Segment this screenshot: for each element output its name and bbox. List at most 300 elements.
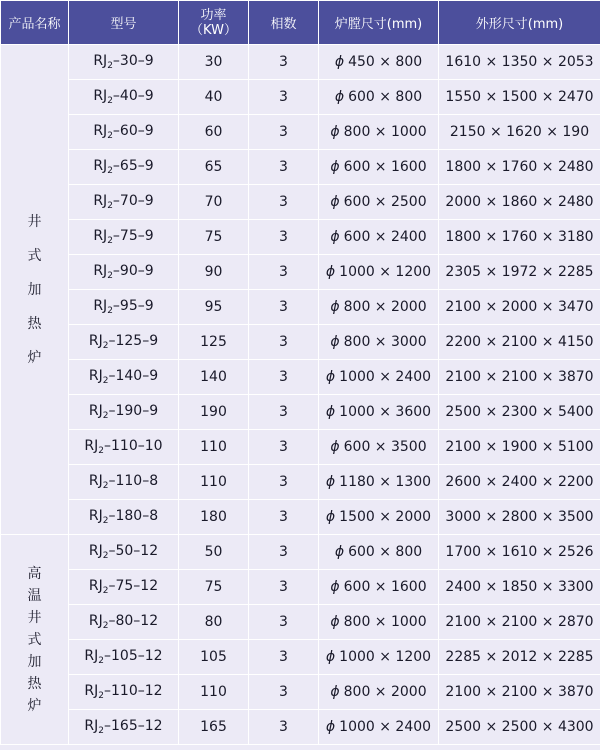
chamber-value: 1000 × 1200 [339,649,432,665]
chamber-value: 800 × 2000 [343,684,427,700]
phase-cell [249,255,319,290]
model-prefix: RJ [88,613,103,629]
power-cell [179,290,249,325]
chamber-value: 1500 × 2000 [339,509,432,525]
table-row [1,465,600,500]
phase-cell [249,430,319,465]
model-cell [69,290,179,325]
phase-value: 3 [279,334,288,350]
diameter-symbol: ϕ [334,54,345,70]
phase-cell [249,605,319,640]
model-subscript: 2 [102,341,109,351]
product-name-char: 井 [27,609,42,626]
diameter-symbol: ϕ [325,719,336,735]
model-prefix: RJ [88,403,103,419]
phase-value: 3 [279,509,288,525]
model-suffix: –110–10 [104,438,163,454]
table-row [1,430,600,465]
chamber-value: 1000 × 3600 [339,404,432,420]
model-subscript: 2 [98,726,105,736]
chamber-value: 800 × 2000 [343,299,427,315]
diameter-symbol: ϕ [325,404,336,420]
model-cell [69,115,179,150]
power-value: 80 [204,614,223,630]
phase-value: 3 [279,474,288,490]
power-cell [179,395,249,430]
outer-value: 2285 × 2012 × 2285 [445,649,594,665]
outer-value: 1800 × 1760 × 2480 [445,159,594,175]
table-row [1,290,600,325]
product-name-char: 热 [27,315,42,332]
outer-value: 2305 × 1972 × 2285 [445,264,594,280]
model-subscript: 2 [107,201,113,211]
power-value: 165 [200,719,227,735]
power-cell [179,255,249,290]
model-subscript: 2 [102,586,109,596]
table-row [1,80,600,115]
outer-value: 2100 × 2100 × 3870 [445,684,594,700]
diameter-symbol: ϕ [325,264,336,280]
phase-value: 3 [279,579,288,595]
phase-value: 3 [279,229,288,245]
power-value: 180 [200,509,227,525]
chamber-value: 1000 × 1200 [339,264,432,280]
chamber-cell [319,185,439,220]
model-subscript: 2 [107,96,113,106]
table-row [1,360,600,395]
table-row [1,255,600,290]
outer-cell [439,675,600,710]
model-subscript: 2 [102,376,109,386]
product-name-char: 炉 [27,697,42,714]
model-prefix: RJ [93,263,108,279]
outer-cell [439,150,600,185]
chamber-cell [319,465,439,500]
chamber-value: 1000 × 2400 [339,369,432,385]
chamber-value: 600 × 800 [348,89,423,105]
model-cell [69,500,179,535]
outer-value: 2500 × 2500 × 4300 [445,719,594,735]
outer-cell [439,255,600,290]
outer-value: 2100 × 2100 × 2870 [445,614,594,630]
model-cell [69,465,179,500]
power-value: 75 [204,579,223,595]
outer-value: 2400 × 1850 × 3300 [445,579,594,595]
outer-value: 2100 × 2100 × 3870 [445,369,594,385]
outer-value: 2150 × 1620 × 190 [449,124,590,140]
table-row [1,710,600,745]
phase-cell [249,640,319,675]
power-value: 190 [200,404,227,420]
power-value: 110 [200,439,227,455]
model-cell [69,605,179,640]
phase-value: 3 [279,194,288,210]
chamber-value: 600 × 1600 [343,159,427,175]
outer-value: 2500 × 2300 × 5400 [445,404,594,420]
chamber-value: 1000 × 2400 [339,719,432,735]
table-row [1,640,600,675]
product-name-char: 加 [27,281,42,298]
outer-cell [439,220,600,255]
outer-cell [439,325,600,360]
model-cell [69,430,179,465]
power-cell [179,500,249,535]
outer-cell [439,45,600,80]
power-cell [179,570,249,605]
table-row [1,605,600,640]
diameter-symbol: ϕ [330,439,340,455]
model-suffix: –110–12 [104,683,163,699]
model-prefix: RJ [93,53,108,69]
outer-cell [439,500,600,535]
model-suffix: –80–12 [108,613,159,629]
model-cell [69,150,179,185]
model-suffix: –165–12 [104,718,163,734]
model-prefix: RJ [93,193,108,209]
outer-value: 2200 × 2100 × 4150 [445,334,594,350]
diameter-symbol: ϕ [334,544,345,560]
diameter-symbol: ϕ [330,159,340,175]
model-suffix: –110–8 [108,473,159,489]
model-cell [69,360,179,395]
model-suffix: –40–9 [112,88,154,104]
product-name-char: 温 [27,587,42,604]
phase-value: 3 [279,684,288,700]
model-prefix: RJ [84,683,99,699]
chamber-cell [319,115,439,150]
power-value: 75 [204,229,223,245]
phase-cell [249,675,319,710]
product-name-char: 炉 [27,349,42,366]
diameter-symbol: ϕ [325,649,336,665]
power-cell [179,45,249,80]
diameter-symbol: ϕ [330,614,340,630]
outer-cell [439,290,600,325]
model-prefix: RJ [84,648,99,664]
model-cell [69,570,179,605]
chamber-value: 800 × 1000 [343,614,427,630]
header-row [1,1,600,45]
phase-value: 3 [279,54,288,70]
model-cell [69,325,179,360]
outer-cell [439,80,600,115]
header-chamber-size [319,1,439,45]
model-subscript: 2 [107,236,113,246]
outer-cell [439,605,600,640]
power-cell [179,535,249,570]
chamber-value: 800 × 1000 [343,124,427,140]
table-row [1,185,600,220]
outer-cell [439,430,600,465]
table-row [1,325,600,360]
model-suffix: –105–12 [104,648,163,664]
diameter-symbol: ϕ [330,579,340,595]
chamber-value: 800 × 3000 [343,334,427,350]
chamber-cell [319,45,439,80]
model-subscript: 2 [98,656,105,666]
product-name-char: 热 [27,675,42,692]
model-suffix: –140–9 [108,368,159,384]
power-value: 70 [204,194,223,210]
header-power-line2: （KW） [190,22,237,38]
power-value: 110 [200,474,227,490]
phase-value: 3 [279,439,288,455]
power-cell [179,710,249,745]
model-prefix: RJ [84,718,99,734]
outer-cell [439,395,600,430]
model-prefix: RJ [93,158,108,174]
phase-value: 3 [279,404,288,420]
chamber-value: 600 × 2500 [343,194,427,210]
chamber-value: 600 × 800 [348,544,423,560]
outer-cell [439,185,600,220]
outer-value: 1800 × 1760 × 3180 [445,229,594,245]
phase-cell [249,570,319,605]
chamber-cell [319,80,439,115]
header-power [179,1,249,45]
product-name-char: 式 [27,631,42,648]
header-outer-size [439,1,600,45]
model-suffix: –30–9 [112,53,154,69]
diameter-symbol: ϕ [330,124,340,140]
power-cell [179,325,249,360]
phase-value: 3 [279,614,288,630]
phase-cell [249,500,319,535]
chamber-cell [319,220,439,255]
phase-value: 3 [279,264,288,280]
power-value: 105 [200,649,227,665]
chamber-cell [319,290,439,325]
model-suffix: –190–9 [108,403,159,419]
outer-cell [439,710,600,745]
power-value: 90 [204,264,223,280]
model-cell [69,185,179,220]
power-value: 140 [200,369,227,385]
chamber-cell [319,360,439,395]
model-cell [69,220,179,255]
model-suffix: –75–9 [112,228,154,244]
model-suffix: –95–9 [112,298,154,314]
phase-cell [249,395,319,430]
outer-cell [439,465,600,500]
model-prefix: RJ [88,333,103,349]
product-name-char: 式 [27,247,42,264]
model-subscript: 2 [107,61,113,71]
phase-value: 3 [279,649,288,665]
power-cell [179,220,249,255]
outer-cell [439,640,600,675]
model-subscript: 2 [102,516,109,526]
model-prefix: RJ [88,368,103,384]
table-body [1,45,600,745]
power-cell [179,115,249,150]
product-name-char: 加 [27,653,42,670]
outer-value: 3000 × 2800 × 3500 [445,509,594,525]
table-row [1,115,600,150]
model-subscript: 2 [102,621,109,631]
model-suffix: –50–12 [108,543,159,559]
diameter-symbol: ϕ [330,194,340,210]
header-phase [249,1,319,45]
phase-cell [249,185,319,220]
phase-value: 3 [279,369,288,385]
diameter-symbol: ϕ [325,369,336,385]
outer-cell [439,570,600,605]
model-prefix: RJ [93,228,108,244]
model-prefix: RJ [88,578,103,594]
outer-value: 2000 × 1860 × 2480 [445,194,594,210]
power-cell [179,640,249,675]
outer-value: 2600 × 2400 × 2200 [445,474,594,490]
power-value: 110 [200,684,227,700]
power-value: 30 [204,54,223,70]
model-suffix: –70–9 [112,193,154,209]
diameter-symbol: ϕ [334,89,345,105]
chamber-cell [319,710,439,745]
model-prefix: RJ [88,543,103,559]
diameter-symbol: ϕ [325,509,336,525]
outer-value: 2100 × 1900 × 5100 [445,439,594,455]
diameter-symbol: ϕ [330,684,340,700]
power-cell [179,185,249,220]
header-power-line1: 功率 [200,7,227,23]
model-subscript: 2 [107,306,113,316]
model-cell [69,395,179,430]
outer-value: 1700 × 1610 × 2526 [445,544,594,560]
chamber-value: 1180 × 1300 [339,474,432,490]
power-cell [179,80,249,115]
phase-value: 3 [279,159,288,175]
product-name-cell [1,535,69,745]
outer-value: 1610 × 1350 × 2053 [445,54,594,70]
model-suffix: –60–9 [112,123,154,139]
phase-cell [249,220,319,255]
power-value: 50 [204,544,223,560]
model-prefix: RJ [88,508,103,524]
power-cell [179,675,249,710]
table-row [1,395,600,430]
phase-value: 3 [279,124,288,140]
power-value: 125 [200,334,227,350]
header-model-text: 型号 [110,17,137,32]
model-prefix: RJ [93,298,108,314]
model-cell [69,45,179,80]
model-subscript: 2 [107,131,113,141]
phase-cell [249,360,319,395]
model-prefix: RJ [84,438,99,454]
header-product-name [1,1,69,45]
power-value: 40 [204,89,223,105]
table-row [1,570,600,605]
phase-value: 3 [279,299,288,315]
power-value: 65 [204,159,223,175]
power-cell [179,150,249,185]
product-name-char: 井 [27,213,42,230]
chamber-value: 600 × 2400 [343,229,427,245]
model-suffix: –65–9 [112,158,154,174]
table-row [1,500,600,535]
outer-cell [439,360,600,395]
model-cell [69,675,179,710]
table-row [1,675,600,710]
phase-cell [249,115,319,150]
model-cell [69,255,179,290]
outer-cell [439,535,600,570]
outer-value: 1550 × 1500 × 2470 [445,89,594,105]
phase-cell [249,535,319,570]
phase-value: 3 [279,544,288,560]
diameter-symbol: ϕ [330,334,340,350]
power-cell [179,465,249,500]
model-prefix: RJ [88,473,103,489]
model-suffix: –75–12 [108,578,159,594]
model-subscript: 2 [98,446,105,456]
table-row [1,150,600,185]
chamber-cell [319,150,439,185]
header-model [69,1,179,45]
header-chamber-text: 炉膛尺寸(mm) [334,17,423,32]
chamber-cell [319,325,439,360]
diameter-symbol: ϕ [330,229,340,245]
model-cell [69,710,179,745]
phase-cell [249,290,319,325]
phase-value: 3 [279,89,288,105]
model-prefix: RJ [93,88,108,104]
power-cell [179,360,249,395]
chamber-cell [319,255,439,290]
chamber-cell [319,430,439,465]
chamber-value: 600 × 1600 [343,579,427,595]
chamber-cell [319,570,439,605]
model-suffix: –90–9 [112,263,154,279]
phase-value: 3 [279,719,288,735]
phase-cell [249,80,319,115]
diameter-symbol: ϕ [325,474,336,490]
header-phase-text: 相数 [270,17,297,32]
power-value: 60 [204,124,223,140]
model-suffix: –125–9 [108,333,159,349]
model-subscript: 2 [107,166,113,176]
model-subscript: 2 [102,481,109,491]
chamber-cell [319,500,439,535]
model-subscript: 2 [102,411,109,421]
model-cell [69,80,179,115]
diameter-symbol: ϕ [330,299,340,315]
header-outer-text: 外形尺寸(mm) [475,17,564,32]
chamber-cell [319,535,439,570]
table-row [1,45,600,80]
table-row [1,220,600,255]
model-cell [69,640,179,675]
chamber-value: 600 × 3500 [343,439,427,455]
product-name-cell [1,45,69,535]
outer-value: 2100 × 2000 × 3470 [445,299,594,315]
phase-cell [249,325,319,360]
phase-cell [249,710,319,745]
chamber-cell [319,395,439,430]
product-name-char: 高 [27,565,42,582]
outer-cell [439,115,600,150]
power-value: 95 [204,299,223,315]
model-subscript: 2 [98,691,105,701]
phase-cell [249,150,319,185]
power-cell [179,605,249,640]
model-subscript: 2 [102,551,109,561]
chamber-cell [319,640,439,675]
phase-cell [249,465,319,500]
model-subscript: 2 [107,271,113,281]
chamber-cell [319,675,439,710]
